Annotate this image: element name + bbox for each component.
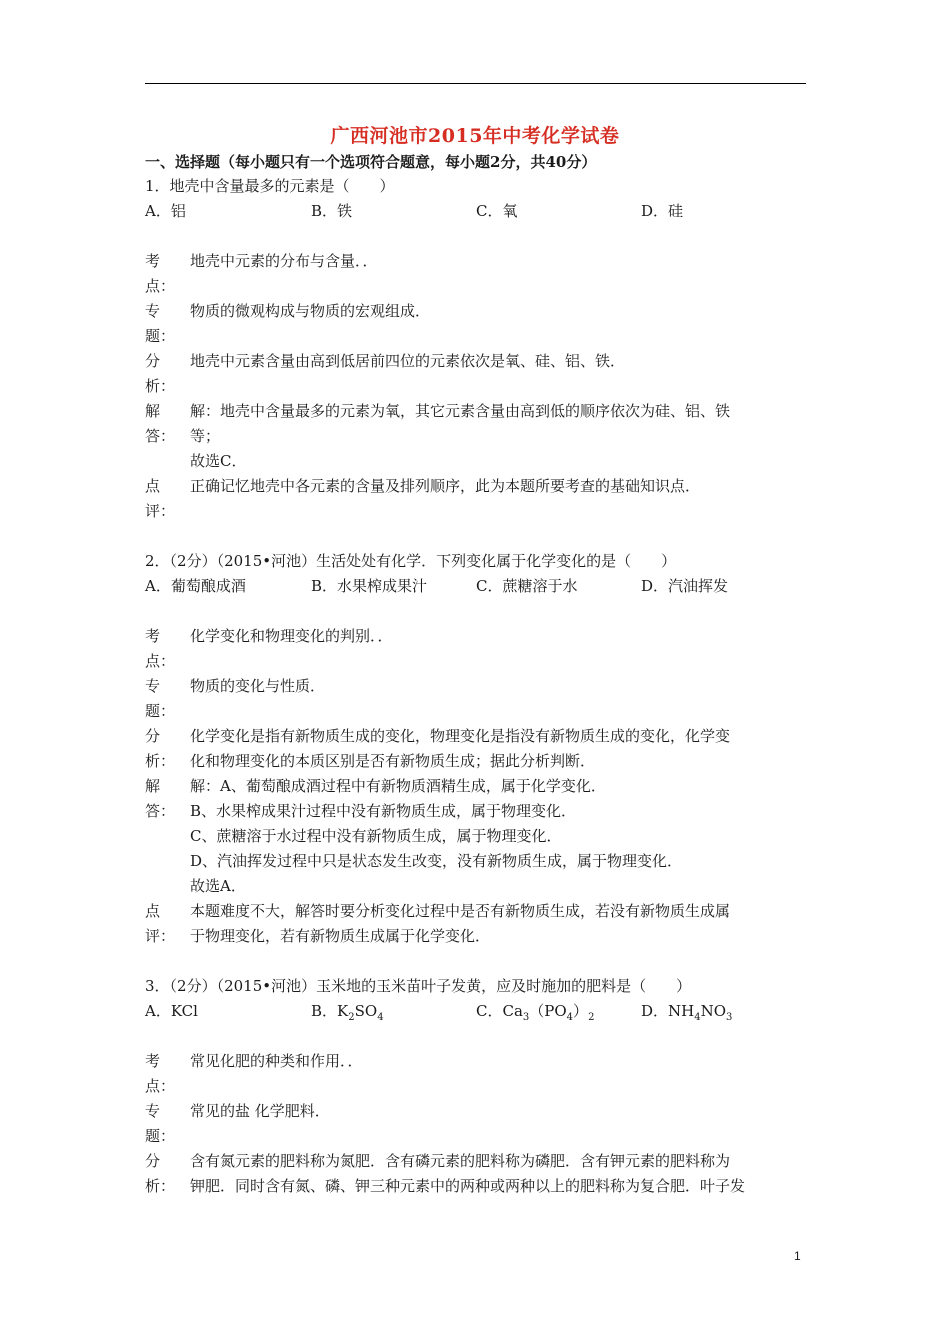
q3-option-b-part: SO — [354, 1002, 378, 1020]
q3-option-d-sub: 4 — [694, 1012, 701, 1023]
q1-jieda-line-2: 等； — [190, 427, 221, 445]
q1-fenxi-label-2: 析： — [145, 377, 176, 395]
q2-fenxi-label-2: 析： — [145, 752, 176, 770]
q3-option-a: A．KCl — [145, 1002, 198, 1020]
q1-fenxi-label-1: 分 — [145, 352, 161, 370]
q2-option-a: A．葡萄酿成酒 — [145, 577, 246, 595]
q2-kaodian-label-1: 考 — [145, 627, 161, 645]
q3-stem: 3．（2分）（2015•河池）玉米地的玉米苗叶子发黄，应及时施加的肥料是（ ） — [145, 977, 692, 995]
q1-jieda-label-1: 解 — [145, 402, 161, 420]
q1-stem: 1．地壳中含量最多的元素是（ ） — [145, 177, 395, 195]
q2-jieda-line-2: B、水果榨成果汁过程中没有新物质生成，属于物理变化． — [190, 802, 577, 820]
q1-kaodian-text: 地壳中元素的分布与含量．． — [190, 252, 378, 270]
q2-zhuanti-label-2: 题： — [145, 702, 176, 720]
q1-zhuanti-label-2: 题： — [145, 327, 176, 345]
q2-dianping-label-2: 评： — [145, 927, 176, 945]
q1-zhuanti-text: 物质的微观构成与物质的宏观组成． — [190, 302, 431, 320]
q1-kaodian-label-1: 考 — [145, 252, 161, 270]
q3-kaodian-text: 常见化肥的种类和作用．． — [190, 1052, 363, 1070]
q2-dianping-label-1: 点 — [145, 902, 161, 920]
q3-option-d-part: NO — [700, 1002, 727, 1020]
q3-option-c-part: C．Ca — [476, 1002, 523, 1020]
q3-options — [145, 1001, 845, 1021]
q3-zhuanti-text: 常见的盐 化学肥料． — [190, 1102, 330, 1120]
q3-fenxi-line-2: 钾肥．同时含有氮、磷、钾三种元素中的两种或两种以上的肥料称为复合肥．叶子发 — [190, 1177, 746, 1195]
q3-option-d-part: D．NH — [641, 1002, 695, 1020]
q1-option-a: A．铝 — [145, 202, 186, 220]
q2-option-d: D．汽油挥发 — [641, 577, 729, 595]
q3-option-c-sub: 3 — [522, 1012, 530, 1023]
q1-option-c: C．氧 — [476, 202, 518, 220]
q1-jieda-line-1: 解：地壳中含量最多的元素为氧，其它元素含量由高到低的顺序依次为硅、铝、铁 — [190, 402, 731, 420]
q2-fenxi-line-2: 化和物理变化的本质区别是否有新物质生成；据此分析判断． — [190, 752, 596, 770]
q3-fenxi-label-1: 分 — [145, 1152, 161, 1170]
q1-fenxi-text: 地壳中元素含量由高到低居前四位的元素依次是氧、硅、铝、铁． — [190, 352, 626, 370]
q2-zhuanti-label-1: 专 — [145, 677, 161, 695]
q1-zhuanti-label-1: 专 — [145, 302, 161, 320]
q2-options — [145, 576, 845, 596]
q1-jieda-label-2: 答： — [145, 427, 176, 445]
q3-kaodian-label-1: 考 — [145, 1052, 161, 1070]
q1-kaodian-label-2: 点： — [145, 277, 176, 295]
q2-jieda-label-1: 解 — [145, 777, 161, 795]
q2-fenxi-line-1: 化学变化是指有新物质生成的变化，物理变化是指没有新物质生成的变化，化学变 — [190, 727, 731, 745]
q1-option-b: B．铁 — [311, 202, 353, 220]
q3-option-c — [476, 1001, 594, 1028]
q3-option-b-sub: 2 — [348, 1012, 355, 1023]
q2-jieda-label-2: 答： — [145, 802, 176, 820]
q2-jieda-line-4: D、汽油挥发过程中只是状态发生改变，没有新物质生成，属于物理变化． — [190, 852, 683, 870]
q3-option-b-sub: 4 — [377, 1012, 384, 1023]
q2-kaodian-text: 化学变化和物理变化的判别．． — [190, 627, 393, 645]
q1-dianping-label-1: 点 — [145, 477, 161, 495]
q2-option-c: C．蔗糖溶于水 — [476, 577, 578, 595]
q3-kaodian-label-2: 点： — [145, 1077, 176, 1095]
q2-dianping-line-2: 于物理变化，若有新物质生成属于化学变化． — [190, 927, 491, 945]
page-title: 广西河池市2015年中考化学试卷 — [330, 125, 620, 147]
q2-zhuanti-text: 物质的变化与性质． — [190, 677, 326, 695]
q3-option-b — [311, 1001, 384, 1028]
q3-option-d — [641, 1001, 732, 1028]
header-rule — [145, 83, 806, 84]
q1-dianping-text: 正确记忆地壳中各元素的含量及排列顺序，此为本题所要考查的基础知识点． — [190, 477, 701, 495]
q2-jieda-line-5: 故选A． — [190, 877, 246, 895]
q2-dianping-line-1: 本题难度不大，解答时要分析变化过程中是否有新物质生成，若没有新物质生成属 — [190, 902, 731, 920]
q3-option-c-sub: 4 — [566, 1012, 574, 1023]
q3-option-c-part: ） — [573, 1002, 589, 1020]
q1-jieda-line-3: 故选C． — [190, 452, 247, 470]
q2-stem: 2．（2分）（2015•河池）生活处处有化学．下列变化属于化学变化的是（ ） — [145, 552, 677, 570]
q1-dianping-label-2: 评： — [145, 502, 176, 520]
q3-option-b-part: B．K — [311, 1002, 349, 1020]
q1-option-d: D．硅 — [641, 202, 684, 220]
q3-fenxi-line-1: 含有氮元素的肥料称为氮肥．含有磷元素的肥料称为磷肥．含有钾元素的肥料称为 — [190, 1152, 731, 1170]
q2-jieda-line-1: 解：A、葡萄酿成酒过程中有新物质酒精生成，属于化学变化． — [190, 777, 606, 795]
q2-jieda-line-3: C、蔗糖溶于水过程中没有新物质生成，属于物理变化． — [190, 827, 562, 845]
q3-option-d-sub: 3 — [726, 1012, 733, 1023]
q3-option-c-part: （PO — [529, 1002, 567, 1020]
page-number: 1 — [794, 1249, 801, 1263]
q1-options — [145, 201, 845, 221]
q3-zhuanti-label-1: 专 — [145, 1102, 161, 1120]
q2-fenxi-label-1: 分 — [145, 727, 161, 745]
q2-kaodian-label-2: 点： — [145, 652, 176, 670]
q3-zhuanti-label-2: 题： — [145, 1127, 176, 1145]
q2-option-b: B．水果榨成果汁 — [311, 577, 428, 595]
q3-option-c-sub: 2 — [588, 1012, 595, 1023]
q3-fenxi-label-2: 析： — [145, 1177, 176, 1195]
section-heading: 一、选择题（每小题只有一个选项符合题意，每小题2分，共40分） — [145, 153, 597, 171]
